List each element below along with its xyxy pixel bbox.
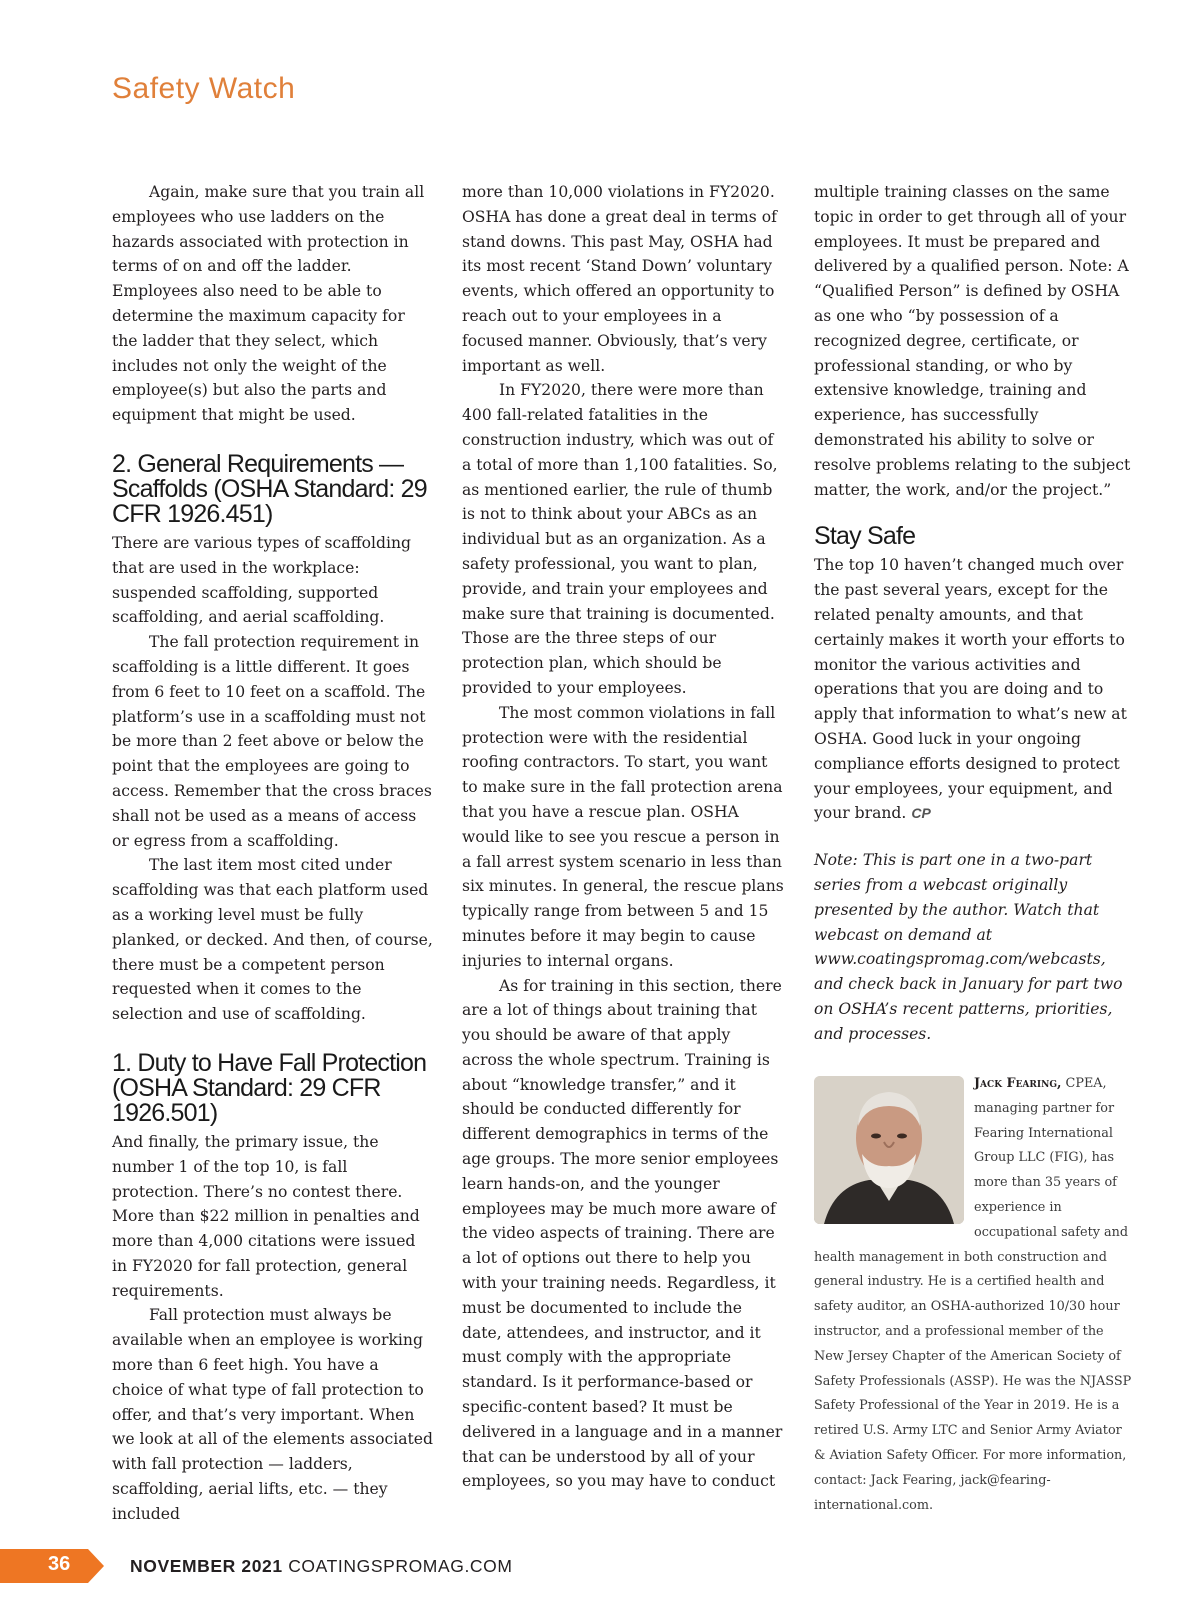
footer-issue-line [130, 1556, 513, 1577]
page-number: 36 [48, 1553, 71, 1575]
subheading-fall-protection: 1. Duty to Have Fall Protection (OSHA Standard: 29 CFR 1926.501) [112, 1048, 427, 1127]
paragraph: The fall protection requirement in scaffolding is a little different. It goes from 6 feet to 10 feet on a scaffold. The platform’s use in a scaffolding must not be more than 2 feet above or below the point that the employees are going to access. Remember that the cross braces shall not be used as a means of access or egress from a scaffolding. [112, 633, 432, 850]
author-portrait-icon [814, 1076, 964, 1224]
paragraph: The most common violations in fall protection were with the residential roofing contractors. To start, you want to make sure in the fall protection arena that you have a rescue plan. OSHA would like to see you rescue a person in a fall arrest system scenario in less than six minutes. In general, the rescue plans typically range from between 5 and 15 minutes before it may begin to cause injuries to internal organs. [462, 703, 784, 970]
paragraph: There are various types of scaffolding that are used in the workplace: suspended scaffolding, supported scaffolding, and aerial scaffolding. [112, 533, 412, 627]
paragraph: Again, make sure that you train all employees who use ladders on the hazards associated with protection in terms of on and off the ladder. Employees also need to be able to determine the maximum capacity for the ladder that they select, which includes not only the weight of the employee(s) but also the parts and equipment that might be used. [112, 183, 425, 425]
paragraph: As for training in this section, there are a lot of things about training that you should be aware of that apply across the whole spectrum. Training is about “knowledge transfer,” and it should be conducted differently for different demographics in terms of the age groups. The more senior employees learn hands-on, and the younger employees may be much more aware of the video aspects of training. There are a lot of options out there to help you with your training needs. Regardless, it must be documented to include the date, attendees, and instructor, and it must comply with the appropriate standard. Is it performance-based or specific-content based? It must be delivered in a language and in a manner that can be understood by all of your employees, so you may have to conduct [462, 976, 783, 1491]
section-title: Safety Watch [112, 72, 296, 105]
subheading-stay-safe: Stay Safe [814, 522, 916, 551]
paragraph: And finally, the primary issue, the number 1 of the top 10, is fall protection. There’s no contest there. More than $22 million in penalties and more than 4,000 citations were issued in FY2020 for fall protection, general requirements. [112, 1132, 420, 1300]
paragraph: multiple training classes on the same topic in order to get through all of your employees. It must be prepared and delivered by a qualified person. Note: A “Qualified Person” is defined by OSHA as one who “by possession of a recognized degree, certificate, or professional standing, or who by extensive knowledge, training and experience, has successfully demonstrated his ability to solve or resolve problems relating to the subject matter, the work, and/or the project.” [814, 183, 1131, 499]
author-name: Jack Fearing, [974, 1076, 1062, 1091]
author-photo [814, 1076, 964, 1224]
column-3 [814, 180, 1134, 1047]
series-note: Note: This is part one in a two-part series from a webcast originally presented by the author. Watch that webcast on demand at www.coatingspromag.com/webcasts, and check back in January for part two on OSHA’s recent patterns, priorities, and processes. [814, 851, 1123, 1043]
site-url: COATINGSPROMAG.COM [288, 1556, 513, 1576]
paragraph-text: The top 10 haven’t changed much over the past several years, except for the related penalty amounts, and that certainly makes it worth your efforts to monitor the various activities and operations that you are doing and to apply that information to what’s new at OSHA. Good luck in your ongoing compliance efforts designed to protect your employees, your equipment, and your brand. [814, 556, 1127, 823]
paragraph: more than 10,000 violations in FY2020. OSHA has done a great deal in terms of stand downs. This past May, OSHA had its most recent ‘Stand Down’ voluntary events, which offered an opportunity to reach out to your employees in a focused manner. Obviously, that’s very important as well. [462, 183, 777, 375]
author-bio-text: CPEA, managing partner for Fearing International Group LLC (FIG), has more than 35 years of experience in occupational safety and health management in both construction and general industry. He is a certified health and safety auditor, an OSHA-authorized 10/30 hour instructor, and a professional member of the New Jersey Chapter of the American Society of Safety Professionals (ASSP). He was the NJASSP Safety Professional of the Year in 2019. He is a retired U.S. Army LTC and Senior Army Aviator & Aviation Safety Officer. For more information, contact: Jack Fearing, jack@fearing-international.com. [814, 1076, 1132, 1513]
paragraph: Fall protection must always be available when an employee is working more than 6 feet high. You have a choice of what type of fall protection to offer, and that’s very important. When we look at all of the elements associated with fall protection — ladders, scaffolding, aerial lifts, etc. — they included [112, 1306, 433, 1523]
issue-date: NOVEMBER 2021 [130, 1556, 283, 1576]
author-bio [814, 1072, 1136, 1518]
paragraph: The last item most cited under scaffolding was that each platform used as a working level must be fully planked, or decked. And then, of course, there must be a competent person requested when it comes to the selection and use of scaffolding. [112, 856, 433, 1024]
column-1 [112, 180, 434, 1527]
subheading-scaffolds: 2. General Requirements — Scaffolds (OSHA Standard: 29 CFR 1926.451) [112, 449, 427, 528]
paragraph [814, 553, 1134, 826]
cp-end-mark: CP [911, 805, 931, 822]
paragraph: In FY2020, there were more than 400 fall-related fatalities in the construction industry, which was out of a total of more than 1,100 fatalities. So, as mentioned earlier, the rule of thumb is not to think about your ABCs as an individual but as an organization. As a safety professional, you want to plan, provide, and train your employees and make sure that training is documented. Those are the three steps of our protection plan, which should be provided to your employees. [462, 381, 778, 697]
column-2 [462, 180, 784, 1494]
